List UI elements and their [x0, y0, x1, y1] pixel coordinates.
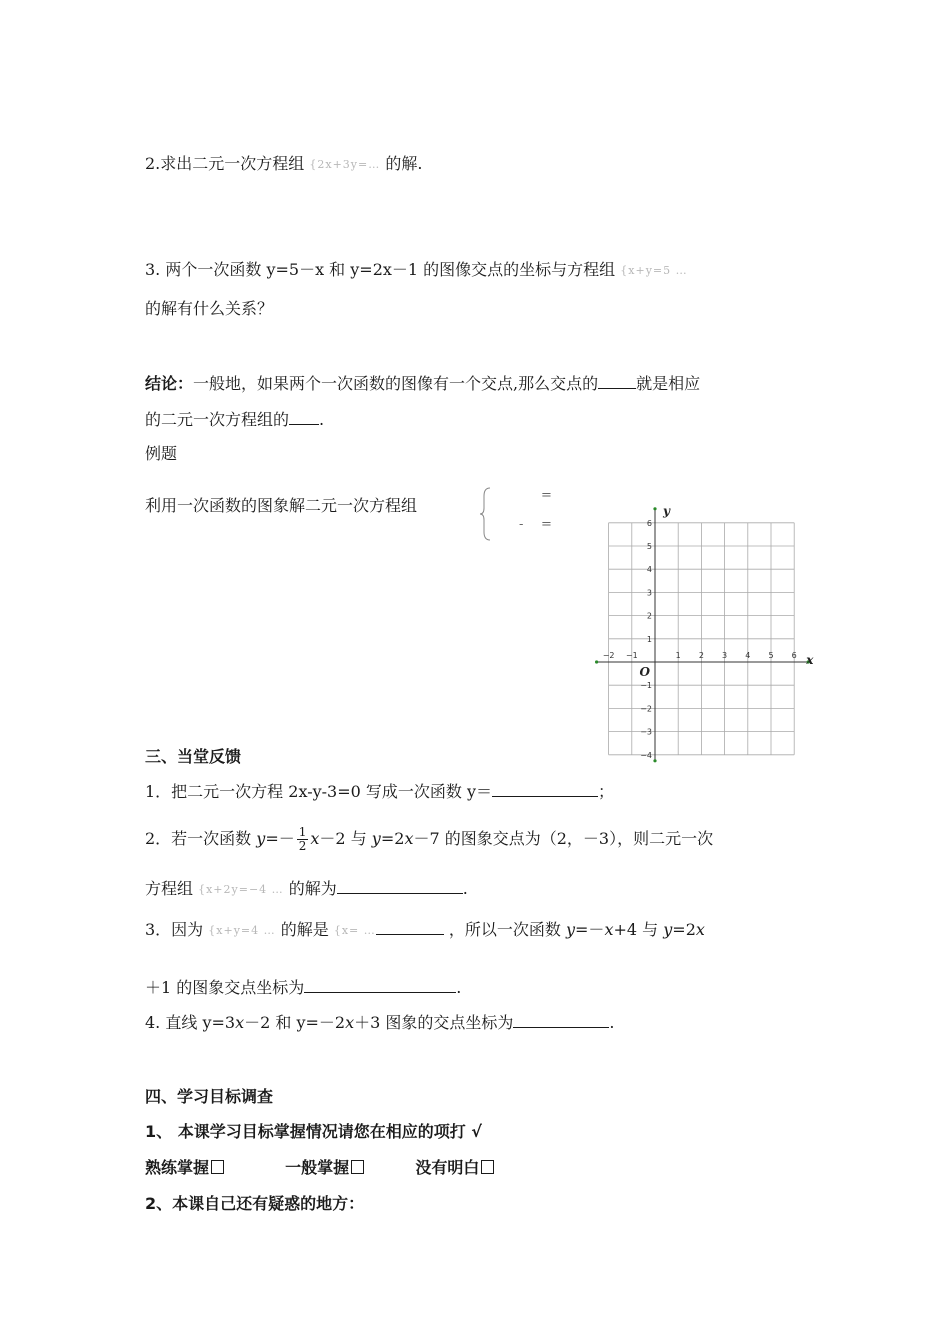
item3-text-e: =－: [575, 920, 605, 939]
option-unclear[interactable]: [415, 1158, 494, 1177]
item3-text-i: =2: [672, 920, 696, 939]
coordinate-grid: [595, 490, 825, 765]
y-tick-label: −4: [640, 750, 652, 760]
survey-item-1: 1、 本课学习目标掌握情况请您在相应的项打 √: [145, 1122, 482, 1141]
conclusion-line2: [145, 408, 324, 432]
q3-line1: 3. 两个一次函数 y=5－x 和 y=2x－1 的图像交点的坐标与方程组: [145, 260, 616, 279]
axis-end-dot: [653, 759, 656, 762]
y-tick-label: −3: [640, 727, 652, 737]
fraction-denominator: 2: [298, 839, 307, 853]
item2-text-g: －7 的图象交点为（2，－3），则二元一次: [413, 829, 714, 848]
x-tick-label: 1: [675, 651, 681, 660]
equation-system-image: {x+y=5 …: [620, 263, 688, 277]
item2-eq: =－: [265, 829, 295, 848]
y-tick-label: −2: [640, 704, 652, 714]
y-tick-label: 2: [646, 611, 652, 621]
tick-labels: [603, 504, 814, 760]
answer-blank[interactable]: [337, 877, 463, 894]
equation-system-image: {2x+3y=…: [309, 157, 381, 171]
feedback-item-4: [145, 1011, 615, 1035]
item1-text: 1．把二元一次方程 2x-y-3=0 写成一次函数 y＝: [145, 782, 493, 801]
item2-line2-b: 的解为: [288, 879, 337, 898]
answer-blank[interactable]: [376, 918, 444, 935]
conclusion-text-b: 就是相应: [636, 374, 701, 393]
solution-system-image: {x= …: [333, 923, 376, 937]
example-text: 利用一次函数的图象解二元一次方程组: [145, 496, 418, 515]
var-x: x: [604, 920, 614, 939]
q3-line2: 的解有什么关系？: [145, 299, 274, 318]
brace-icon: [478, 486, 498, 542]
item3-line2-b: .: [456, 978, 462, 997]
item4-text-b: －2 和 y=－2: [244, 1013, 346, 1032]
axis-end-dot: [653, 507, 656, 510]
answer-blank[interactable]: [492, 780, 598, 797]
feedback-item-1: [145, 780, 614, 804]
item4-text-a: 4. 直线 y=3: [145, 1013, 236, 1032]
section-4-heading: 四、学习目标调查: [145, 1087, 274, 1106]
var-y: y: [663, 920, 673, 939]
x-tick-label: −1: [625, 651, 638, 660]
option-unclear-label: 没有明白: [415, 1158, 480, 1177]
var-y: y: [256, 829, 266, 848]
item4-text-c: ＋3 图象的交点坐标为: [354, 1013, 514, 1032]
var-x: x: [235, 1013, 245, 1032]
checkbox-partial[interactable]: [351, 1160, 364, 1174]
fraction-numerator: 1: [298, 825, 307, 839]
option-partial[interactable]: [285, 1158, 364, 1177]
conclusion-line1: [145, 372, 700, 396]
y-tick-label: −1: [640, 681, 652, 691]
var-x: x: [345, 1013, 355, 1032]
example-equation-system: [478, 486, 568, 542]
eq-sign-2: =: [541, 517, 552, 532]
item2-text-a: 2．若一次函数: [145, 829, 252, 848]
answer-blank[interactable]: [513, 1011, 609, 1028]
option-mastered-label: 熟练掌握: [145, 1158, 210, 1177]
item2-text-e: =2: [380, 829, 405, 848]
conclusion-text-a: 一般地，如果两个一次函数的图像有一个交点,那么交点的: [193, 374, 599, 393]
y-tick-label: 5: [646, 542, 652, 551]
q2-text-a: 2.求出二元一次方程组: [145, 154, 305, 173]
item3-line2-a: ＋1 的图象交点坐标为: [145, 978, 305, 997]
item3-text-a: 3．因为: [145, 920, 204, 939]
conclusion-line2-b: .: [319, 410, 325, 429]
x-axis-label: x: [806, 653, 814, 667]
item3-text-b: 的解是: [280, 920, 329, 939]
conclusion-line2-a: 的二元一次方程组的: [145, 410, 290, 429]
answer-blank[interactable]: [304, 976, 456, 993]
checkbox-mastered[interactable]: [211, 1160, 224, 1174]
axes: [595, 507, 810, 762]
grid-lines: [609, 523, 795, 755]
var-y: y: [565, 920, 576, 939]
x-tick-label: 2: [698, 651, 704, 660]
option-partial-label: 一般掌握: [285, 1158, 350, 1177]
section-3-heading: 三、当堂反馈: [145, 747, 242, 766]
eq-sign-1: =: [541, 488, 552, 503]
equation-system-image: {x+y=4 …: [208, 923, 276, 937]
var-x: x: [695, 920, 705, 939]
fraction: [297, 826, 309, 853]
survey-options: [145, 1156, 494, 1180]
x-tick-label: 3: [722, 651, 728, 660]
x-tick-label: 5: [768, 651, 774, 660]
x-tick-label: 4: [745, 651, 751, 660]
item2-text-c: －2 与: [319, 829, 367, 848]
question-2: [145, 152, 422, 177]
checkbox-unclear[interactable]: [481, 1160, 494, 1174]
item3-text-g: +4 与: [613, 920, 659, 939]
example-heading: 例题: [145, 444, 178, 463]
y-axis-label: y: [663, 503, 670, 518]
answer-blank[interactable]: [289, 408, 319, 425]
feedback-item-3: [145, 918, 705, 943]
var-x: x: [310, 829, 320, 848]
y-tick-label: 1: [646, 634, 652, 644]
origin-label: O: [639, 665, 650, 679]
y-tick-label: 3: [646, 588, 652, 598]
item2-line2-a: 方程组: [145, 879, 194, 898]
conclusion-label: 结论：: [145, 374, 194, 393]
q2-text-b: 的解.: [385, 154, 423, 173]
var-x: x: [404, 829, 414, 848]
item2-line2-c: .: [462, 879, 468, 898]
feedback-item-2-line2: [145, 877, 468, 902]
minus-sign: -: [519, 517, 524, 532]
feedback-item-2: [145, 826, 713, 853]
item4-text-d: .: [609, 1013, 615, 1032]
equation-system-image: {x+2y=−4 …: [198, 882, 284, 896]
option-mastered[interactable]: [145, 1158, 224, 1177]
var-y: y: [371, 829, 381, 848]
question-3-line1: [145, 258, 688, 283]
item3-text-c: ，所以一次函数: [448, 920, 561, 939]
x-tick-label: −2: [602, 651, 615, 660]
y-tick-label: 6: [646, 518, 652, 528]
x-tick-label: 6: [791, 651, 797, 660]
answer-blank[interactable]: [598, 372, 636, 389]
y-tick-label: 4: [646, 565, 652, 575]
survey-item-2: 2、本课自己还有疑惑的地方：: [145, 1194, 365, 1213]
feedback-item-3-line2: [145, 976, 461, 1000]
axis-end-dot: [595, 660, 598, 663]
item1-end: ；: [598, 782, 615, 801]
